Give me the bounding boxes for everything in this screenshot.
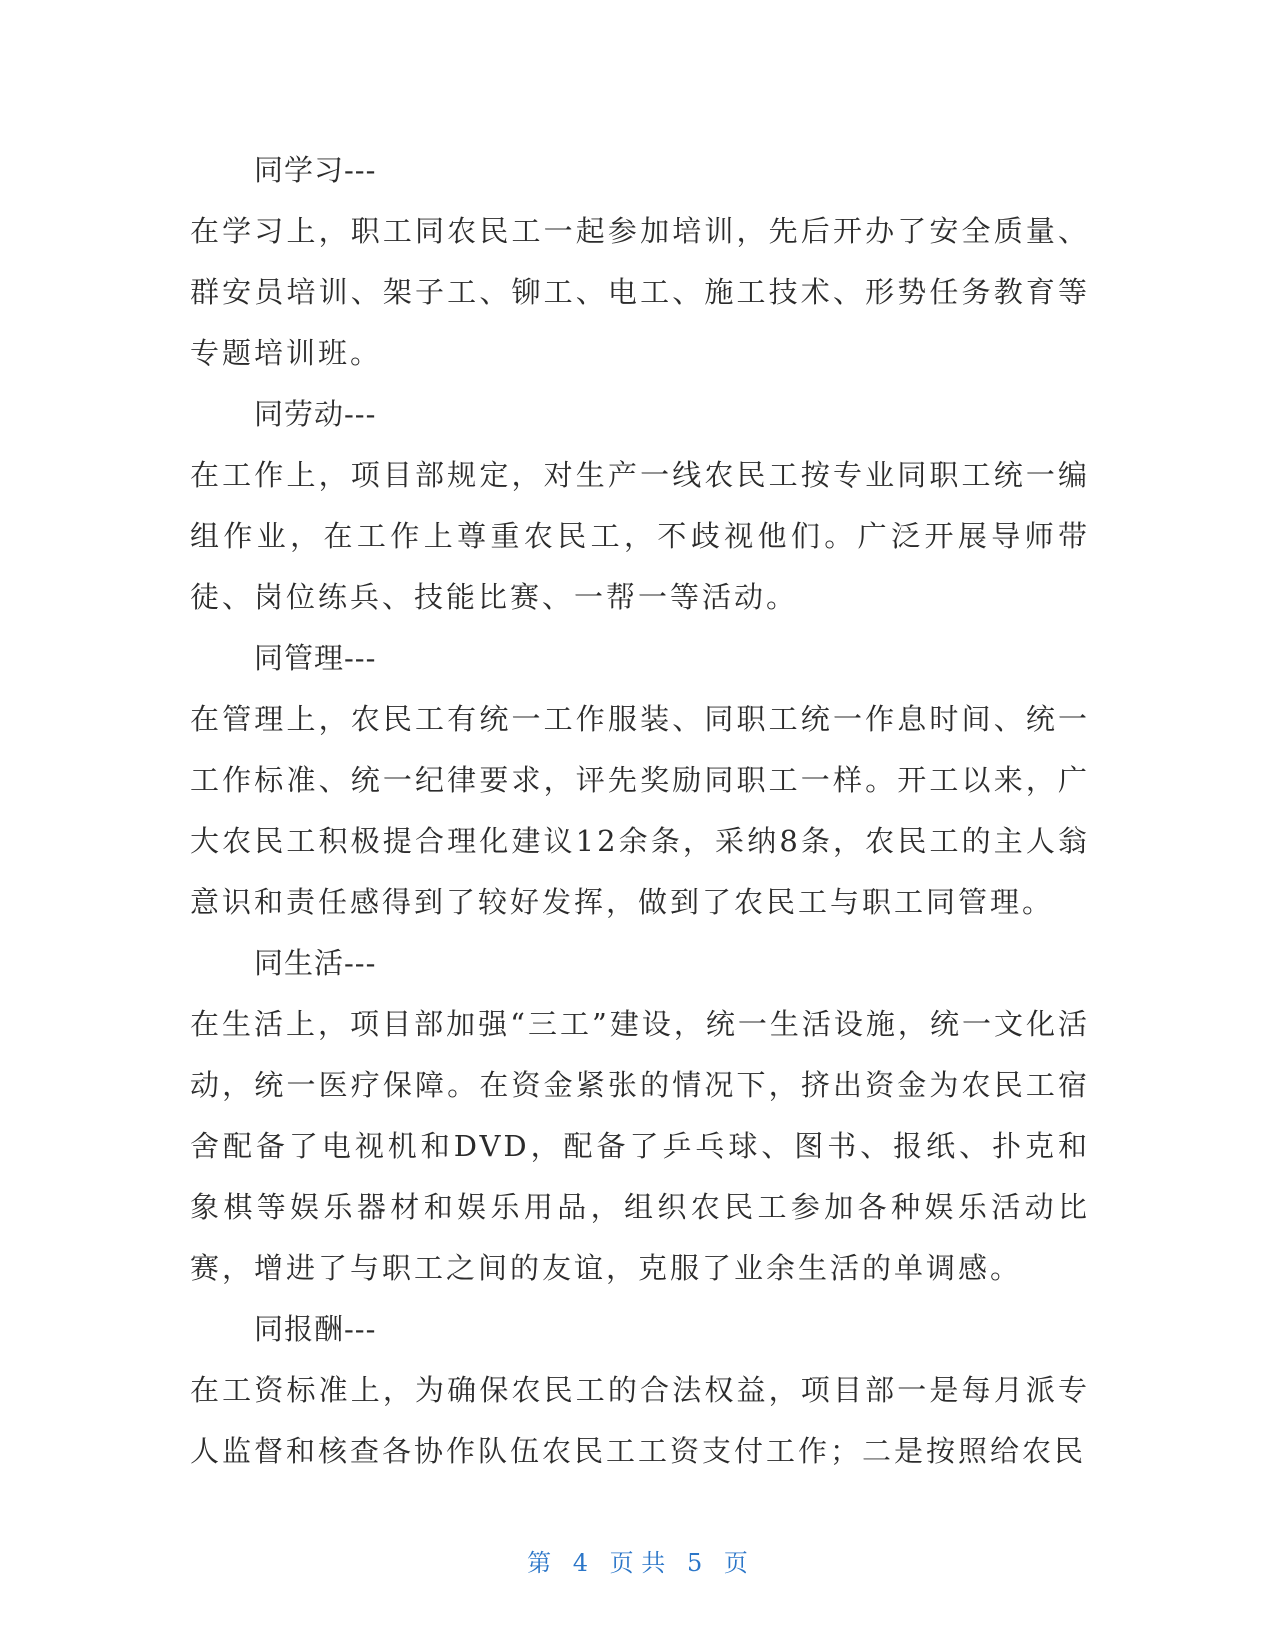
- section-heading-study: 同学习---: [254, 153, 377, 187]
- section-heading-pay: 同报酬---: [254, 1312, 377, 1346]
- footer-total-pages: 5: [686, 1549, 703, 1577]
- footer-prefix: 第: [527, 1549, 552, 1577]
- section-heading-life: 同生活---: [254, 946, 377, 980]
- footer-page-number: 4: [572, 1549, 589, 1577]
- section-paragraph-management: 在管理上，农民工有统一工作服装、同职工统一作息时间、统一工作标准、统一纪律要求，评先奖励同职工一样。开工以来，广大农民工积极提合理化建议12余条，采纳8条，农民工的主人翁意识和责任感得到了较好发挥，做到了农民工与职工同管理。: [190, 702, 1090, 919]
- document-body: [190, 140, 1090, 1482]
- footer-suffix: 页: [723, 1549, 748, 1577]
- footer-middle: 页 共: [609, 1549, 666, 1577]
- section-paragraph-study: 在学习上，职工同农民工一起参加培训，先后开办了安全质量、群安员培训、架子工、铆工、电工、施工技术、形势任务教育等专题培训班。: [190, 214, 1090, 370]
- section-heading-labor: 同劳动---: [254, 397, 377, 431]
- section-paragraph-labor: 在工作上，项目部规定，对生产一线农民工按专业同职工统一编组作业，在工作上尊重农民工，不歧视他们。广泛开展导师带徒、岗位练兵、技能比赛、一帮一等活动。: [190, 458, 1090, 614]
- page-footer: [0, 1543, 1275, 1578]
- section-heading-management: 同管理---: [254, 641, 377, 675]
- section-paragraph-life: 在生活上，项目部加强“三工”建设，统一生活设施，统一文化活动，统一医疗保障。在资金紧张的情况下，挤出资金为农民工宿舍配备了电视机和DVD，配备了乒乓球、图书、报纸、扑克和象棋等娱乐器材和娱乐用品，组织农民工参加各种娱乐活动比赛，增进了与职工之间的友谊，克服了业余生活的单调感。: [190, 1007, 1090, 1285]
- section-paragraph-pay: 在工资标准上，为确保农民工的合法权益，项目部一是每月派专人监督和核查各协作队伍农民工工资支付工作；二是按照给农民: [190, 1373, 1090, 1468]
